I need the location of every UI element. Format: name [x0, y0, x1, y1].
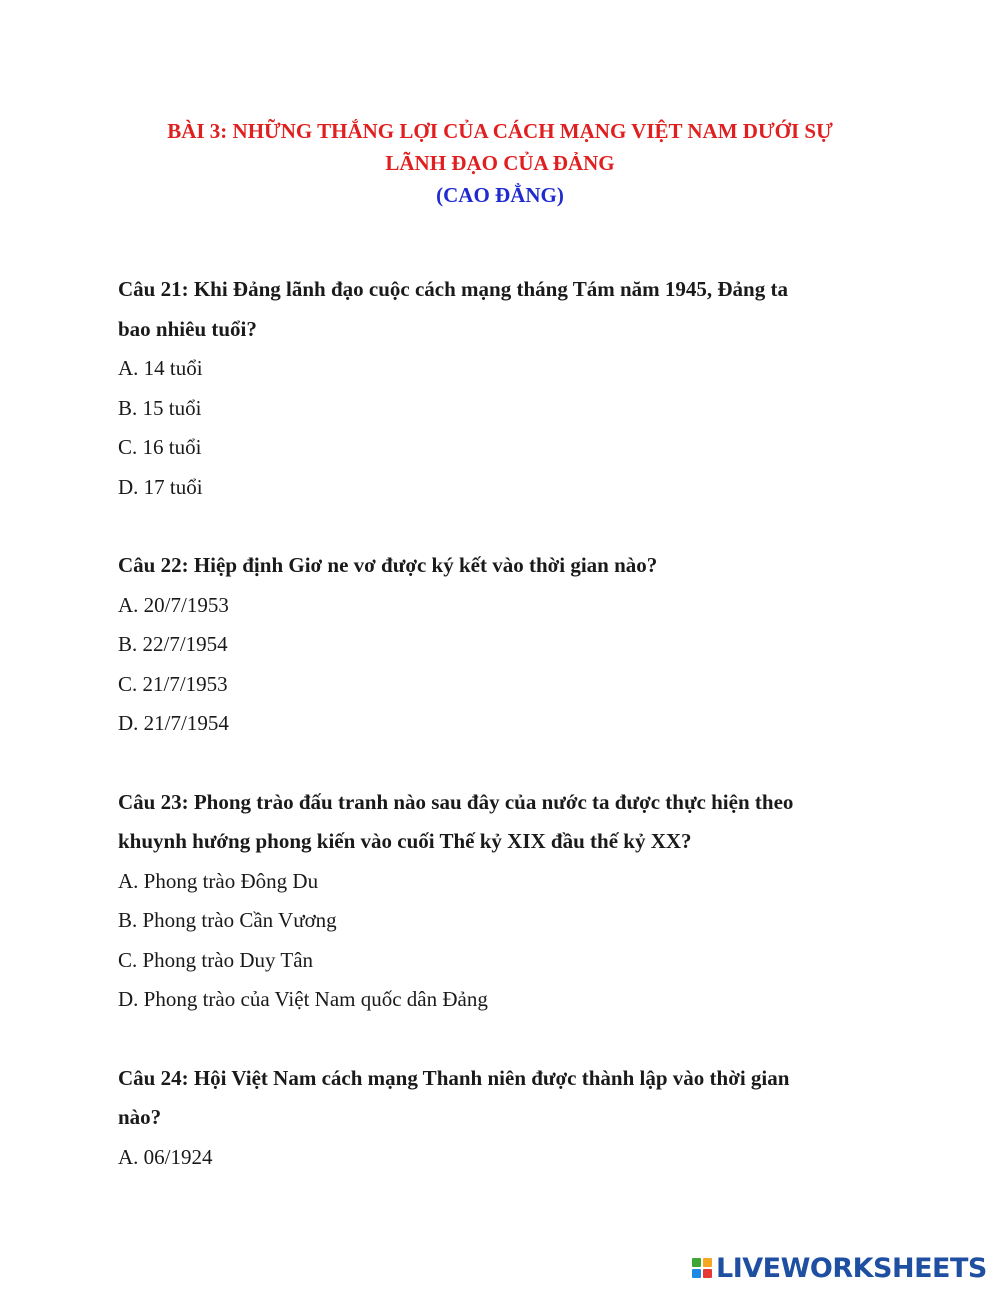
- answer-option-d[interactable]: D. 17 tuổi: [118, 474, 203, 499]
- question-text-continued: khuynh hướng phong kiến vào cuối Thế kỷ XIX đầu thế kỷ XX?: [118, 829, 692, 853]
- question-21: [118, 270, 878, 507]
- logo-square-blue: [692, 1269, 701, 1278]
- question-text: Câu 23: Phong trào đấu tranh nào sau đây của nước ta được thực hiện theo: [118, 789, 794, 814]
- logo-square-green: [692, 1258, 701, 1267]
- answer-option-a[interactable]: A. 06/1924: [118, 1144, 213, 1169]
- liveworksheets-logo[interactable]: [692, 1252, 987, 1284]
- question-22: [118, 546, 878, 744]
- answer-option-c[interactable]: C. 21/7/1953: [118, 671, 228, 696]
- question-text: Câu 22: Hiệp định Giơ ne vơ được ký kết vào thời gian nào?: [118, 553, 658, 577]
- answer-option-a[interactable]: A. Phong trào Đông Du: [118, 868, 319, 893]
- page-title-line-2: LÃNH ĐẠO CỦA ĐẢNG: [385, 151, 615, 175]
- answer-option-c[interactable]: C. 16 tuổi: [118, 435, 202, 459]
- liveworksheets-logo-icon: [692, 1258, 712, 1278]
- page-subtitle: (CAO ĐẲNG): [436, 183, 564, 207]
- answer-option-a[interactable]: A. 20/7/1953: [118, 592, 229, 617]
- answer-option-d[interactable]: D. 21/7/1954: [118, 711, 229, 735]
- logo-text: LIVEWORKSHEETS: [716, 1252, 987, 1284]
- question-24: [118, 1059, 878, 1178]
- answer-option-d[interactable]: D. Phong trào của Việt Nam quốc dân Đảng: [118, 987, 488, 1011]
- answer-option-b[interactable]: B. Phong trào Cần Vương: [118, 908, 337, 932]
- question-text: Câu 21: Khi Đảng lãnh đạo cuộc cách mạng tháng Tám năm 1945, Đảng ta: [118, 277, 788, 301]
- logo-square-red: [703, 1269, 712, 1278]
- question-text-continued: bao nhiêu tuổi?: [118, 316, 257, 341]
- answer-option-c[interactable]: C. Phong trào Duy Tân: [118, 947, 314, 972]
- answer-option-b[interactable]: B. 15 tuổi: [118, 395, 202, 420]
- question-23: [118, 783, 878, 1020]
- page-title-line-1: BÀI 3: NHỮNG THẮNG LỢI CỦA CÁCH MẠNG VIỆT NAM DƯỚI SỰ: [167, 119, 833, 143]
- question-text-continued: nào?: [118, 1105, 162, 1129]
- question-list: [118, 270, 878, 1216]
- page-header: [0, 115, 1000, 211]
- answer-option-a[interactable]: A. 14 tuổi: [118, 356, 203, 380]
- answer-option-b[interactable]: B. 22/7/1954: [118, 632, 228, 656]
- question-text: Câu 24: Hội Việt Nam cách mạng Thanh niên được thành lập vào thời gian: [118, 1065, 790, 1090]
- logo-square-orange: [703, 1258, 712, 1267]
